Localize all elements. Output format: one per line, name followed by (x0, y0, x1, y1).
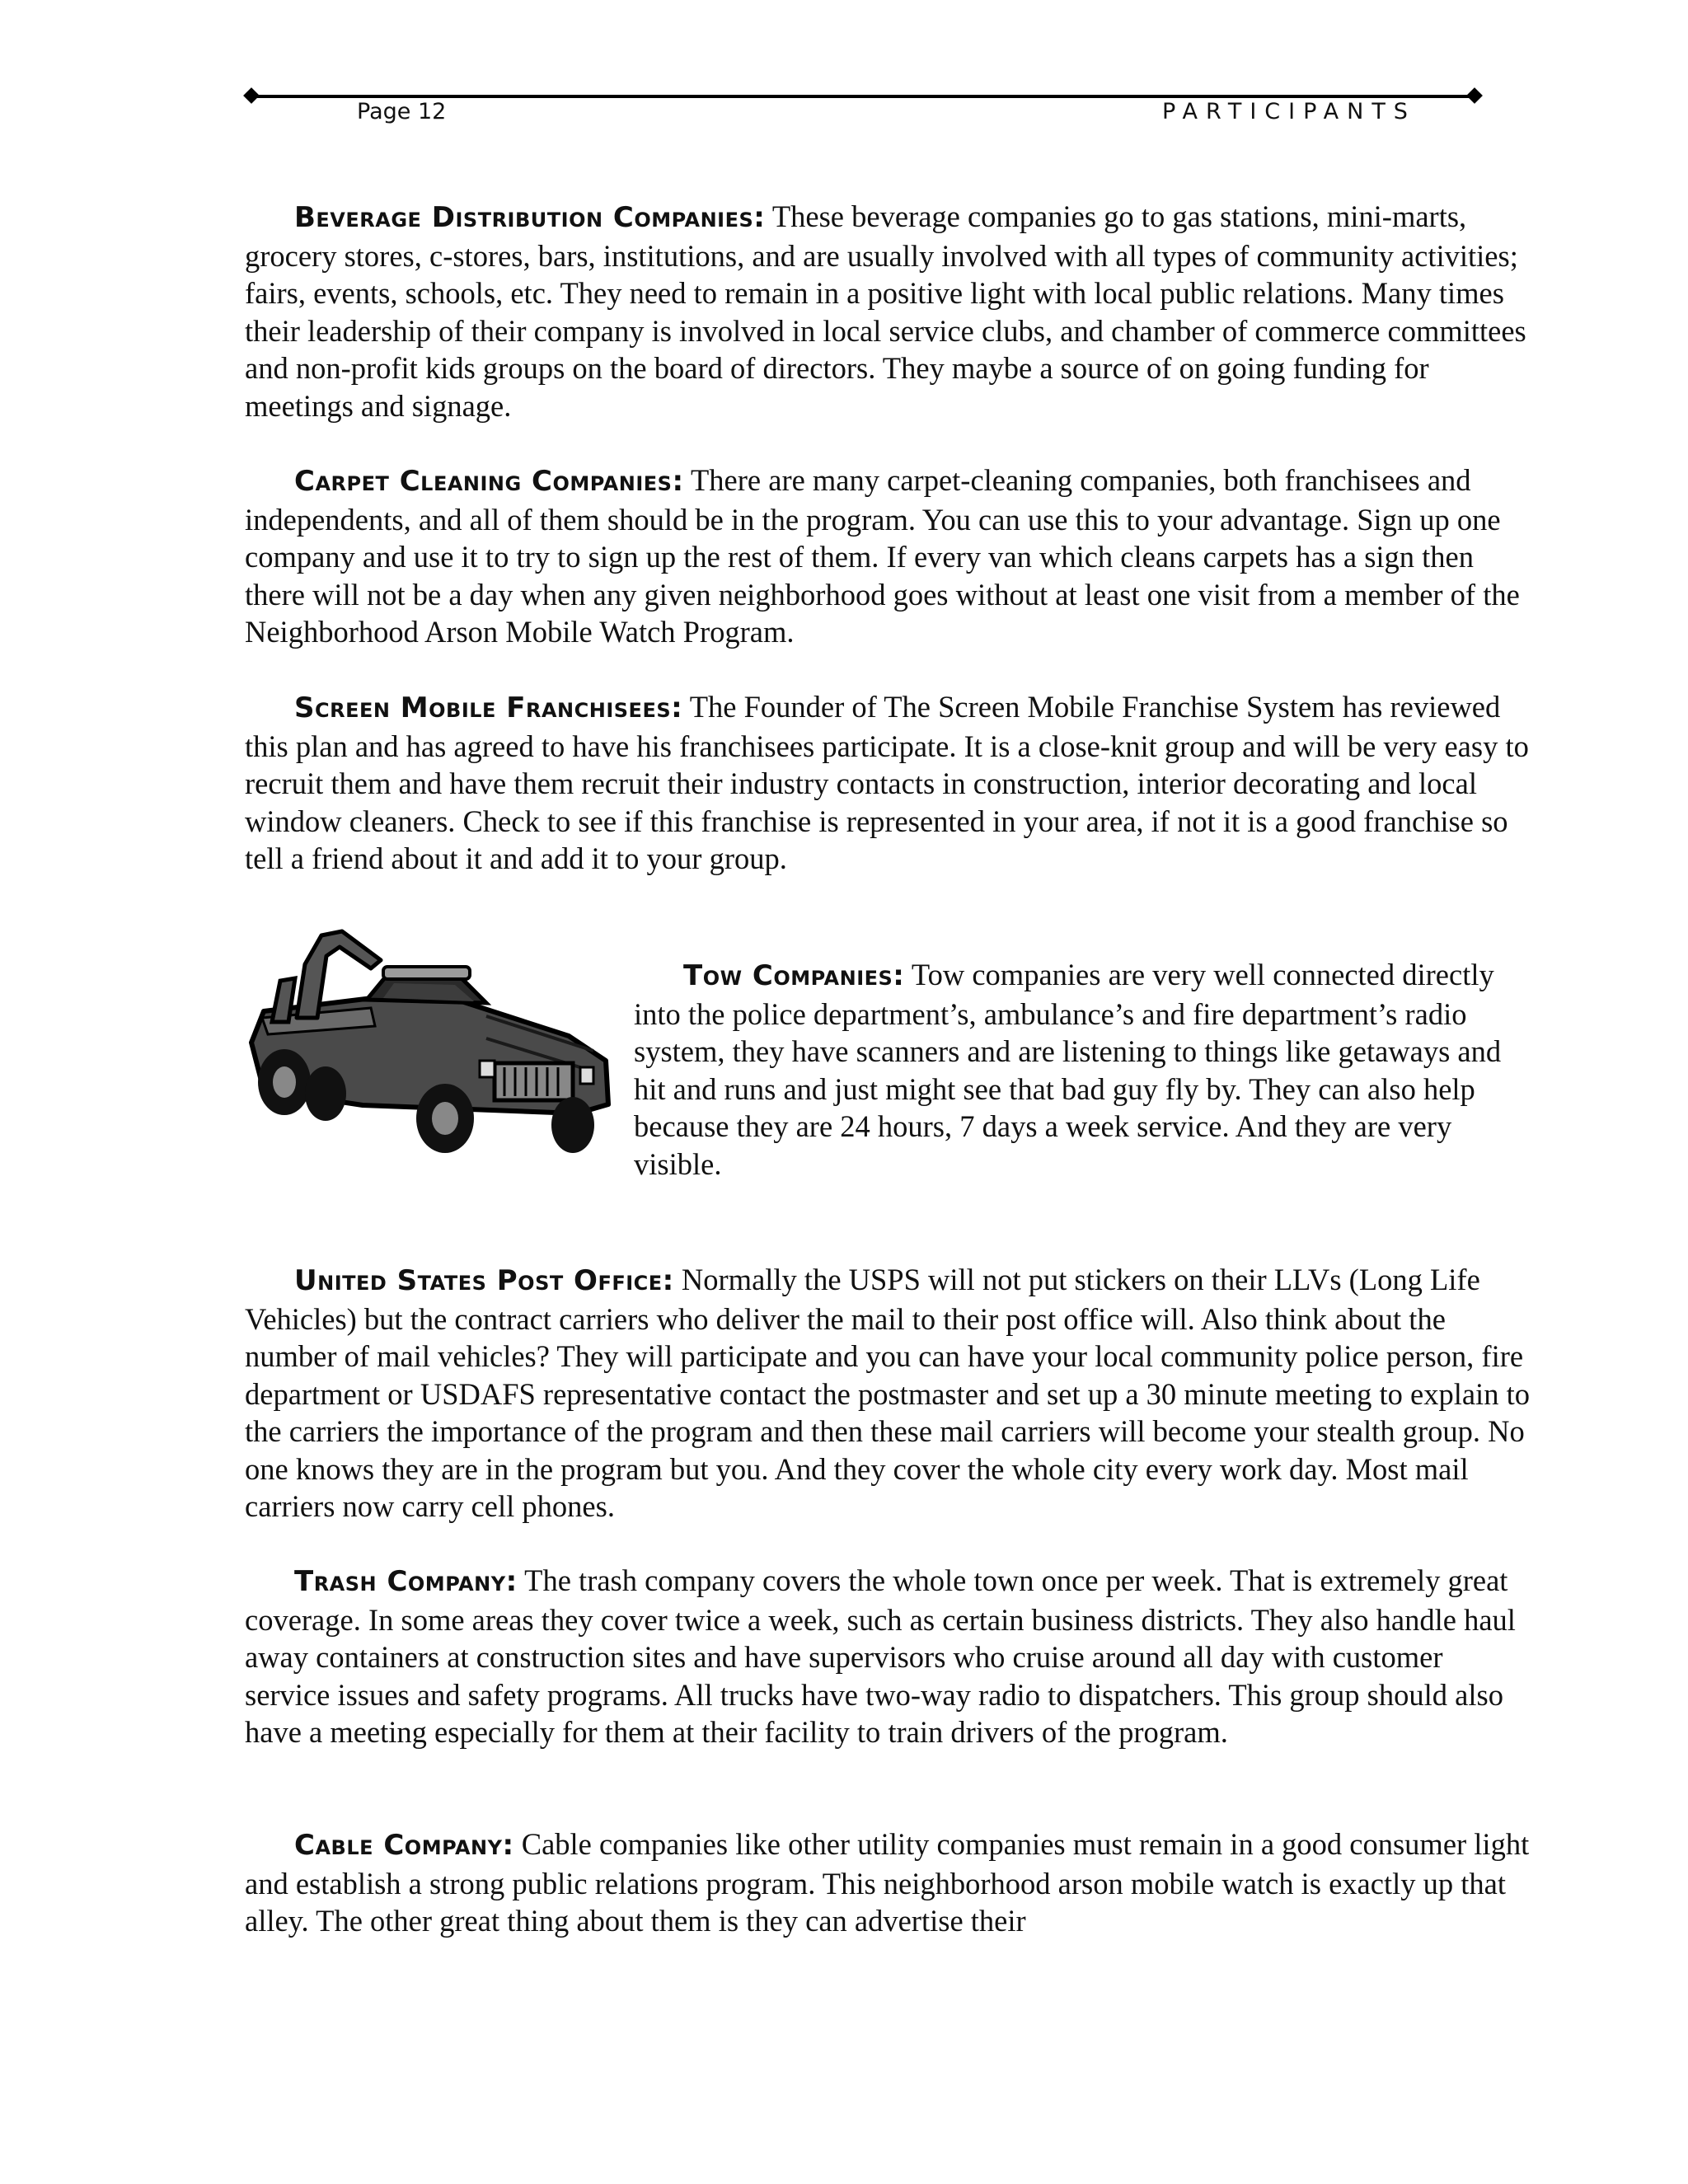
tow-truck-illustration (239, 919, 618, 1166)
paragraph-beverage-distribution (245, 198, 1531, 424)
paragraph-carpet-cleaning (245, 462, 1531, 651)
paragraph-body: Tow companies are very well connected directly into the police department’s, ambulance’s and fire department’s radio system, they have scanners and are listening to things like getaways and hit and runs and just might see that bad guy fly by. They can also help because they are 24 hours, 7 days a week service. And they are very visible. (634, 958, 1502, 1181)
page-number: Page 12 (357, 99, 447, 124)
paragraph-screen-mobile (245, 688, 1531, 878)
paragraph-body: The Founder of The Screen Mobile Franchise System has reviewed this plan and has agreed to have his franchisees participate. It is a close-knit group and will be very easy to recruit them and have them recruit their industry contacts in construction, interior decorating and local window cleaners. Check to see if this franchise is represented in your area, if not it is a good franchise so tell a friend about it and add it to your group. (245, 690, 1529, 875)
paragraph-tow-companies (634, 956, 1532, 1183)
paragraph-heading: Trash Company: (294, 1565, 518, 1598)
paragraph-united-states-post-office (245, 1261, 1531, 1526)
paragraph-heading: Beverage Distribution Companies: (294, 201, 766, 234)
header-rule (251, 95, 1479, 98)
paragraph-heading: United States Post Office: (294, 1264, 674, 1297)
paragraph-body: Cable companies like other utility companies must remain in a good consumer light and establish a strong public relations program. This neighborhood arson mobile watch is exactly up that alley. The other great thing about them is they can advertise their (245, 1827, 1530, 1938)
header-rule-right-ornament (1466, 87, 1483, 104)
paragraph-body: The trash company covers the whole town once per week. That is extremely great coverage. In some areas they cover twice a week, such as certain business districts. They also handle haul away containers at construction sites and have supervisors who cruise around all day with customer service issues and safety programs. All trucks have two-way radio to dispatchers. This group should also have a meeting especially for them at their facility to train drivers of the program. (245, 1563, 1516, 1749)
paragraph-body: These beverage companies go to gas stations, mini-marts, grocery stores, c-stores, bars, institutions, and are usually involved with all types of community activities; fairs, events, schools, etc. They need to remain in a positive light with local public relations. Many times their leadership of their company is involved in local service clubs, and chamber of commerce committees and non-profit kids groups on the board of directors. They maybe a source of on going funding for meetings and signage. (245, 199, 1526, 423)
section-title: PARTICIPANTS (1162, 99, 1416, 124)
paragraph-heading: Carpet Cleaning Companies: (294, 465, 684, 498)
paragraph-heading: Tow Companies: (683, 959, 905, 992)
paragraph-heading: Cable Company: (294, 1829, 514, 1862)
paragraph-body: Normally the USPS will not put stickers on their LLVs (Long Life Vehicles) but the contract carriers who deliver the mail to their post office will. Also think about the number of mail vehicles? They will participate and you can have your local community police person, fire department or USDAFS representative contact the postmaster and set up a 30 minute meeting to explain to the carriers the importance of the program and then these mail carriers will become your stealth group. No one knows they are in the program but you. And they cover the whole city every work day. Most mail carriers now carry cell phones. (245, 1263, 1530, 1523)
paragraph-heading: Screen Mobile Franchisees: (294, 691, 683, 724)
paragraph-trash-company (245, 1562, 1531, 1751)
paragraph-cable-company (245, 1825, 1531, 1940)
paragraph-body: There are many carpet-cleaning companies, both franchisees and independents, and all of them should be in the program. You can use this to your advantage. Sign up one company and use it to try to sign up the rest of them. If every van which cleans carpets has a sign then there will not be a day when any given neighborhood goes without at least one visit from a member of the Neighborhood Arson Mobile Watch Program. (245, 463, 1520, 649)
